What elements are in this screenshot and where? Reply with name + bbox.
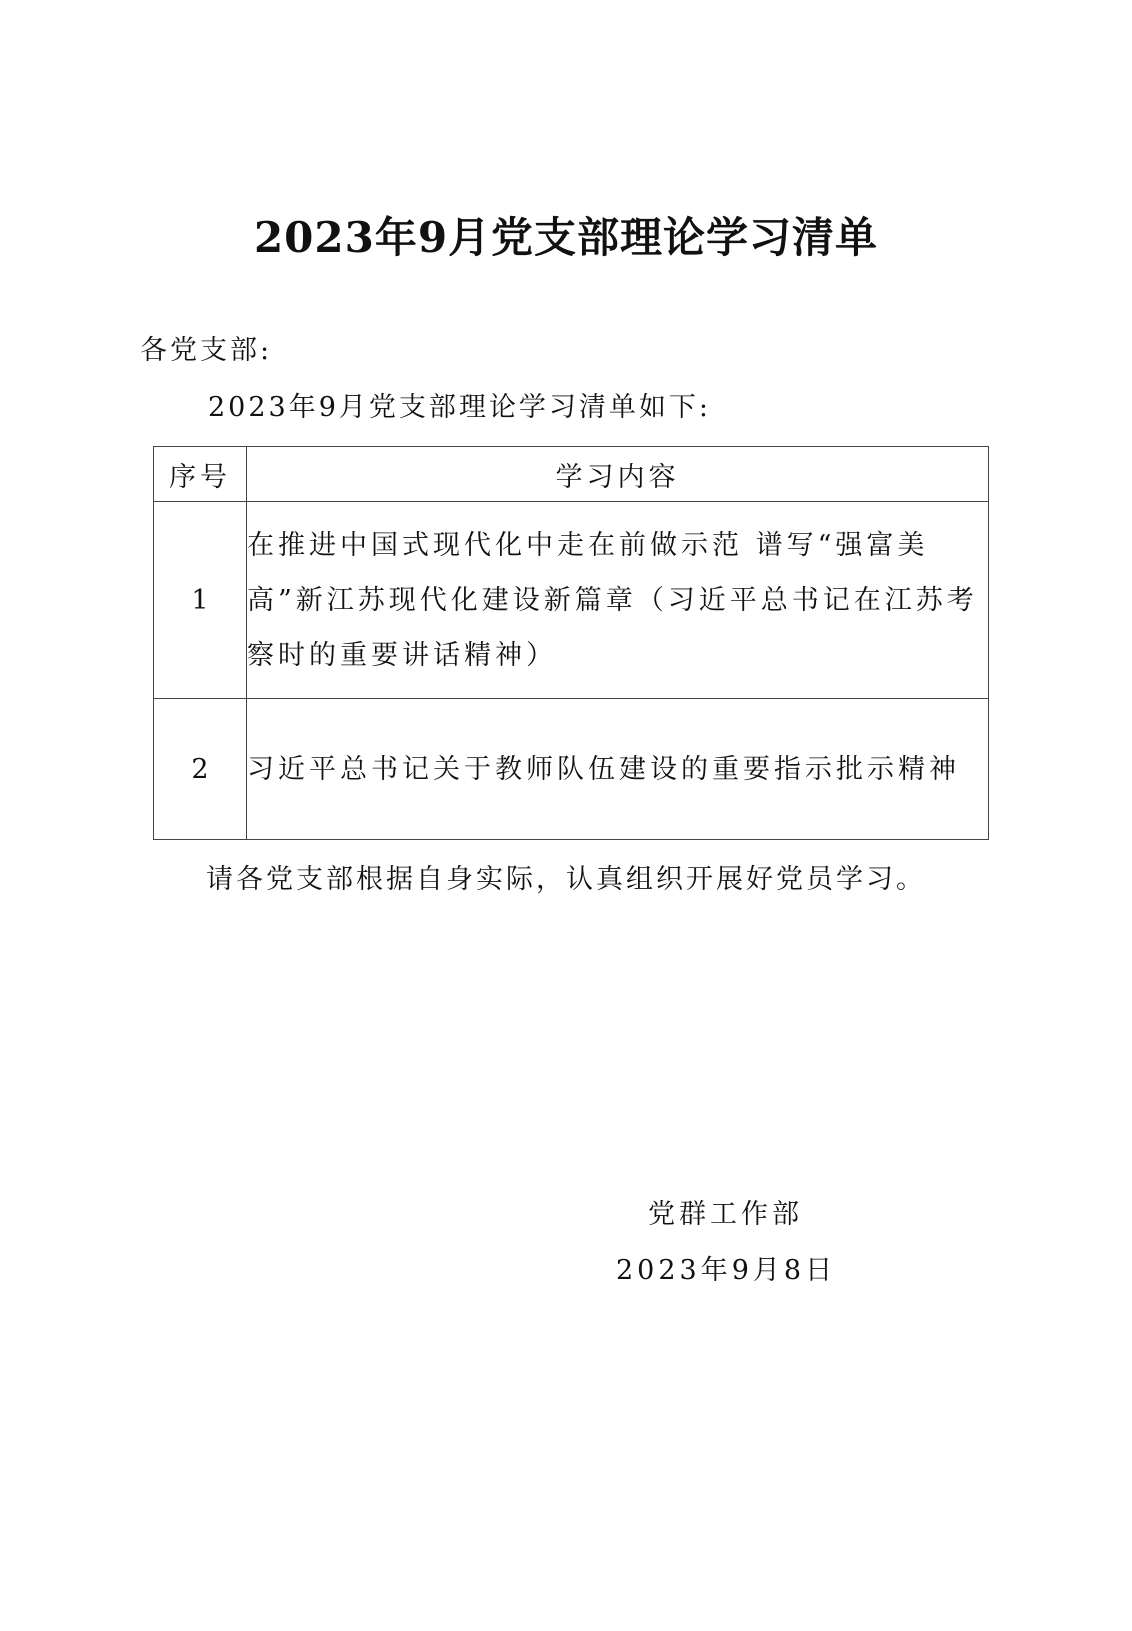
salutation: 各党支部: — [140, 335, 273, 366]
signature-date: 2023年9月8日 — [616, 1255, 837, 1286]
row-content: 习近平总书记关于教师队伍建设的重要指示批示精神 — [247, 699, 989, 840]
signature-department: 党群工作部 — [648, 1199, 803, 1230]
row-content: 在推进中国式现代化中走在前做示范 谱写“强富美高”新江苏现代化建设新篇章（习近平总书记在江苏考察时的重要讲话精神） — [247, 502, 989, 699]
page-title: 2023年9月党支部理论学习清单 — [253, 213, 879, 262]
closing-paragraph: 请各党支部根据自身实际，认真组织开展好党员学习。 — [206, 864, 926, 895]
row-number: 2 — [154, 699, 247, 840]
header-content: 学习内容 — [247, 447, 989, 502]
intro-paragraph: 2023年9月党支部理论学习清单如下: — [208, 392, 711, 423]
row-number: 1 — [154, 502, 247, 699]
header-number: 序号 — [154, 447, 247, 502]
table-header-row — [154, 447, 989, 502]
table-row — [154, 699, 989, 840]
table-row — [154, 502, 989, 699]
study-list-table — [153, 446, 989, 840]
